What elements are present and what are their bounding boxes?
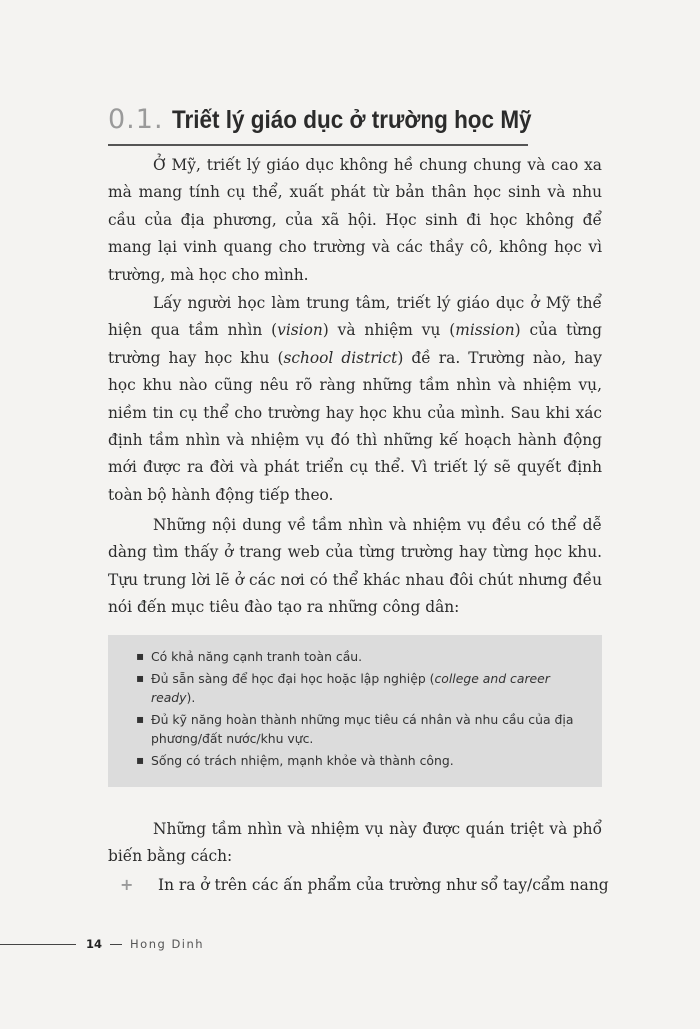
paragraph-2 bbox=[108, 290, 602, 509]
heading-underline bbox=[108, 144, 528, 146]
goal-1: Có khả năng cạnh tranh toàn cầu. bbox=[151, 649, 363, 664]
author-name: Hong Dinh bbox=[130, 937, 205, 951]
goal-4: Sống có trách nhiệm, mạnh khỏe và thành công. bbox=[151, 752, 454, 768]
square-bullet-icon: ▪ bbox=[136, 649, 145, 663]
goals-box bbox=[108, 635, 602, 787]
goal-2-term: college and career ready bbox=[151, 670, 550, 705]
footer-dash bbox=[110, 944, 122, 945]
plus-bullet-icon: + bbox=[120, 875, 134, 894]
paragraph-2-part-b: ) và nhiệm vụ ( bbox=[322, 321, 456, 340]
plus-list-item-text: In ra ở trên các ấn phẩm của trường như sổ tay/cẩm nang bbox=[158, 876, 609, 894]
page-number: 14 bbox=[86, 937, 103, 951]
paragraph-2-part-d: ) đề ra. Trường nào, hay học khu nào cũng nêu rõ ràng những tầm nhìn và nhiệm vụ, niềm tin cụ thể cho trường hay học khu của mình. Sau khi xác định tầm nhìn và nhiệm vụ đó thì những kế hoạch hành động mới được ra đời và phát triển cụ thể. Vì triết lý sẽ quyết định toàn bộ hành động tiếp theo. bbox=[108, 348, 603, 504]
goal-2-part-a: Đủ sẵn sàng để học đại học hoặc lập nghiệp ( bbox=[151, 670, 435, 686]
list-item bbox=[136, 647, 588, 667]
paragraph-1-text: Ở Mỹ, triết lý giáo dục không hề chung chung và cao xa mà mang tính cụ thể, xuất phát từ bản thân học sinh và nhu cầu của địa phương, của xã hội. Học sinh đi học không để mang lại vinh quang cho trường và các thầy cô, không học vì trường, mà học cho mình. bbox=[108, 156, 602, 284]
term-vision: vision bbox=[277, 321, 323, 340]
section-heading bbox=[108, 104, 608, 135]
term-school-district: school district bbox=[283, 348, 398, 367]
goal-3: Đủ kỹ năng hoàn thành những mục tiêu cá nhân và nhu cầu của địa phương/đất nước/khu vực. bbox=[151, 711, 574, 746]
footer-rule bbox=[0, 944, 76, 945]
paragraph-3 bbox=[108, 512, 602, 622]
paragraph-4-text: Những tầm nhìn và nhiệm vụ này được quán triệt và phổ biến bằng cách: bbox=[108, 820, 602, 866]
list-item bbox=[136, 751, 588, 771]
goal-2-part-b: ). bbox=[186, 690, 196, 705]
paragraph-4 bbox=[108, 816, 602, 871]
square-bullet-icon: ▪ bbox=[136, 711, 145, 726]
goals-list bbox=[108, 635, 602, 770]
paragraph-2-text bbox=[108, 290, 602, 509]
term-mission: mission bbox=[455, 321, 515, 340]
section-title: Triết lý giáo dục ở trường học Mỹ bbox=[171, 106, 532, 134]
square-bullet-icon: ▪ bbox=[136, 752, 145, 767]
paragraph-3-text: Những nội dung về tầm nhìn và nhiệm vụ đều có thể dễ dàng tìm thấy ở trang web của từng trường hay từng học khu. Tựu trung lời lẽ ở các nơi có thể khác nhau đôi chút nhưng đều nói đến mục tiêu đào tạo ra những công dân: bbox=[108, 516, 602, 617]
paragraph-1 bbox=[108, 152, 602, 289]
paragraph-2-part-a: Lấy người học làm trung tâm, triết lý giáo dục ở Mỹ thể hiện qua tầm nhìn ( bbox=[108, 294, 602, 340]
square-bullet-icon: ▪ bbox=[136, 670, 145, 685]
section-number: 0.1. bbox=[108, 104, 164, 135]
list-item bbox=[136, 669, 588, 708]
paragraph-2-part-c: ) của từng trường hay học khu ( bbox=[108, 321, 602, 367]
list-item bbox=[136, 710, 588, 749]
page-footer bbox=[0, 934, 204, 954]
plus-list-item bbox=[108, 871, 609, 899]
